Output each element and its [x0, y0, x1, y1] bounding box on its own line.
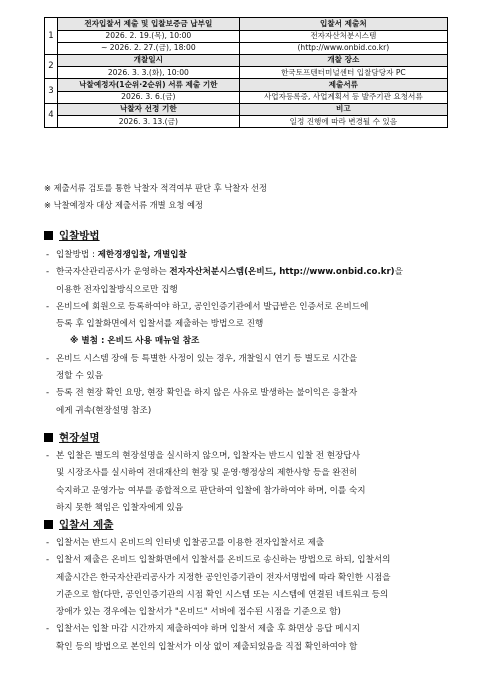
list-item: - 입찰서는 입찰 마감 시간까지 제출하여야 하며 입찰서 제출 후 화면상 응답 메시지 확인 등의 방법으로 본인의 입찰서가 이상 없이 제출되었음을 직접 확인하여야 함	[44, 621, 391, 656]
square-bullet-icon	[44, 433, 53, 442]
value-cell: (http://www.onbid.co.kr)	[239, 42, 447, 54]
header-cell: 개찰일시	[58, 54, 240, 67]
value-cell: 전자자산처분시스템	[239, 30, 447, 42]
reference-note: ※ 별첨 : 온비드 사용 매뉴얼 참조	[70, 336, 200, 347]
row-number: 4	[45, 103, 58, 128]
list-item: - 입찰서 제출은 온비드 입찰화면에서 입찰서를 온비드로 송신하는 방법으로 하되, 입찰서의 제출시간은 한국자산관리공사가 지정한 공인인증기관이 전자서명법에 따라 확인한 시점을 기준으로 함(다만, 공인인증기관의 시점 확인 시스템 또는 시스템에 연결된 네트워크 등의 장애가 있는 경우에는 입찰서가 "온비드" 서버에 접수된 시점을 기준으로 함)	[44, 552, 391, 621]
section-title: 입찰방법	[44, 228, 403, 243]
row-number: 2	[45, 54, 58, 79]
table-row	[45, 67, 448, 79]
item-list	[44, 448, 366, 517]
section-title: 현장설명	[44, 430, 366, 445]
table-row	[45, 30, 448, 42]
header-cell: 낙찰자 선정 기한	[58, 103, 240, 116]
table-row	[45, 103, 448, 116]
notes	[44, 180, 267, 214]
item-list	[44, 247, 403, 420]
list-item: - 한국자산관리공사가 운영하는 전자자산처분시스템(온비드, http://www.onbid.co.kr)을 이용한 전자입찰방식으로만 집행	[44, 264, 403, 299]
row-number: 1	[45, 18, 58, 55]
section-bid-submission	[44, 517, 391, 656]
note: ※ 제출서류 검토를 통한 낙찰자 적격여부 판단 후 낙찰자 선정	[44, 183, 268, 193]
value-cell: 2026. 2. 19.(목), 10:00	[58, 30, 240, 42]
row-number: 3	[45, 79, 58, 104]
section-site-briefing	[44, 430, 366, 517]
header-cell: 제출서류	[239, 79, 447, 92]
list-item: - 본 입찰은 별도의 현장설명을 실시하지 않으며, 입찰자는 반드시 입찰 전 현장답사 및 시장조사를 실시하여 전대재산의 현장 및 운영·행정상의 제한사항 등을 완전히 숙지하고 운영가능 여부를 종합적으로 판단하여 입찰에 참가하여야 하며, 이를 숙지 하지 못한 책임은 입찰자에게 있음	[44, 448, 366, 517]
section-bid-method	[44, 228, 403, 420]
list-item: - 온비드에 회원으로 등록하여야 하고, 공인인증기관에서 발급받은 인증서로 온비드에 등록 후 입찰화면에서 입찰서를 제출하는 방법으로 진행	[44, 299, 403, 334]
list-item: - 입찰서는 반드시 온비드의 인터넷 입찰공고를 이용한 전자입찰서로 제출	[44, 535, 391, 552]
note: ※ 낙찰예정자 대상 제출서류 개별 요청 예정	[44, 200, 204, 210]
item-list	[44, 535, 391, 656]
list-item: - 입찰방법 : 제한경쟁입찰, 개별입찰	[44, 247, 403, 264]
table-row	[45, 79, 448, 92]
table-row	[45, 116, 448, 128]
value-cell: ~ 2026. 2. 27.(금), 18:00	[58, 42, 240, 54]
square-bullet-icon	[44, 231, 53, 240]
square-bullet-icon	[44, 520, 53, 529]
header-cell: 입찰서 제출처	[239, 18, 447, 31]
table-row	[45, 54, 448, 67]
value-cell: 2026. 3. 6.(금)	[58, 91, 240, 103]
table-row	[45, 91, 448, 103]
schedule-table	[44, 17, 448, 128]
value-cell: 일정 진행에 따라 변경될 수 있음	[239, 116, 447, 128]
header-cell: 개찰 장소	[239, 54, 447, 67]
value-cell: 사업자등록증, 사업계획서 등 발주기관 요청서류	[239, 91, 447, 103]
section-title: 입찰서 제출	[44, 517, 391, 532]
header-cell: 전자입찰서 제출 및 입찰보증금 납부일	[58, 18, 240, 31]
header-cell: 낙찰예정자(1순위·2순위) 서류 제출 기한	[58, 79, 240, 92]
value-cell: 2026. 3. 3.(화), 10:00	[58, 67, 240, 79]
list-item: - 등록 전 현장 확인 요망, 현장 확인을 하지 않은 사유로 발생하는 불이익은 응찰자 에게 귀속(현장설명 참조)	[44, 385, 403, 420]
table-row	[45, 42, 448, 54]
header-cell: 비고	[239, 103, 447, 116]
value-cell: 2026. 3. 13.(금)	[58, 116, 240, 128]
value-cell: 한국토프텐터미널센터 입찰담당자 PC	[239, 67, 447, 79]
table-row	[45, 18, 448, 31]
list-item: - 온비드 시스템 장애 등 특별한 사정이 있는 경우, 개찰일시 연기 등 별도로 시간을 정할 수 있음	[44, 351, 403, 386]
